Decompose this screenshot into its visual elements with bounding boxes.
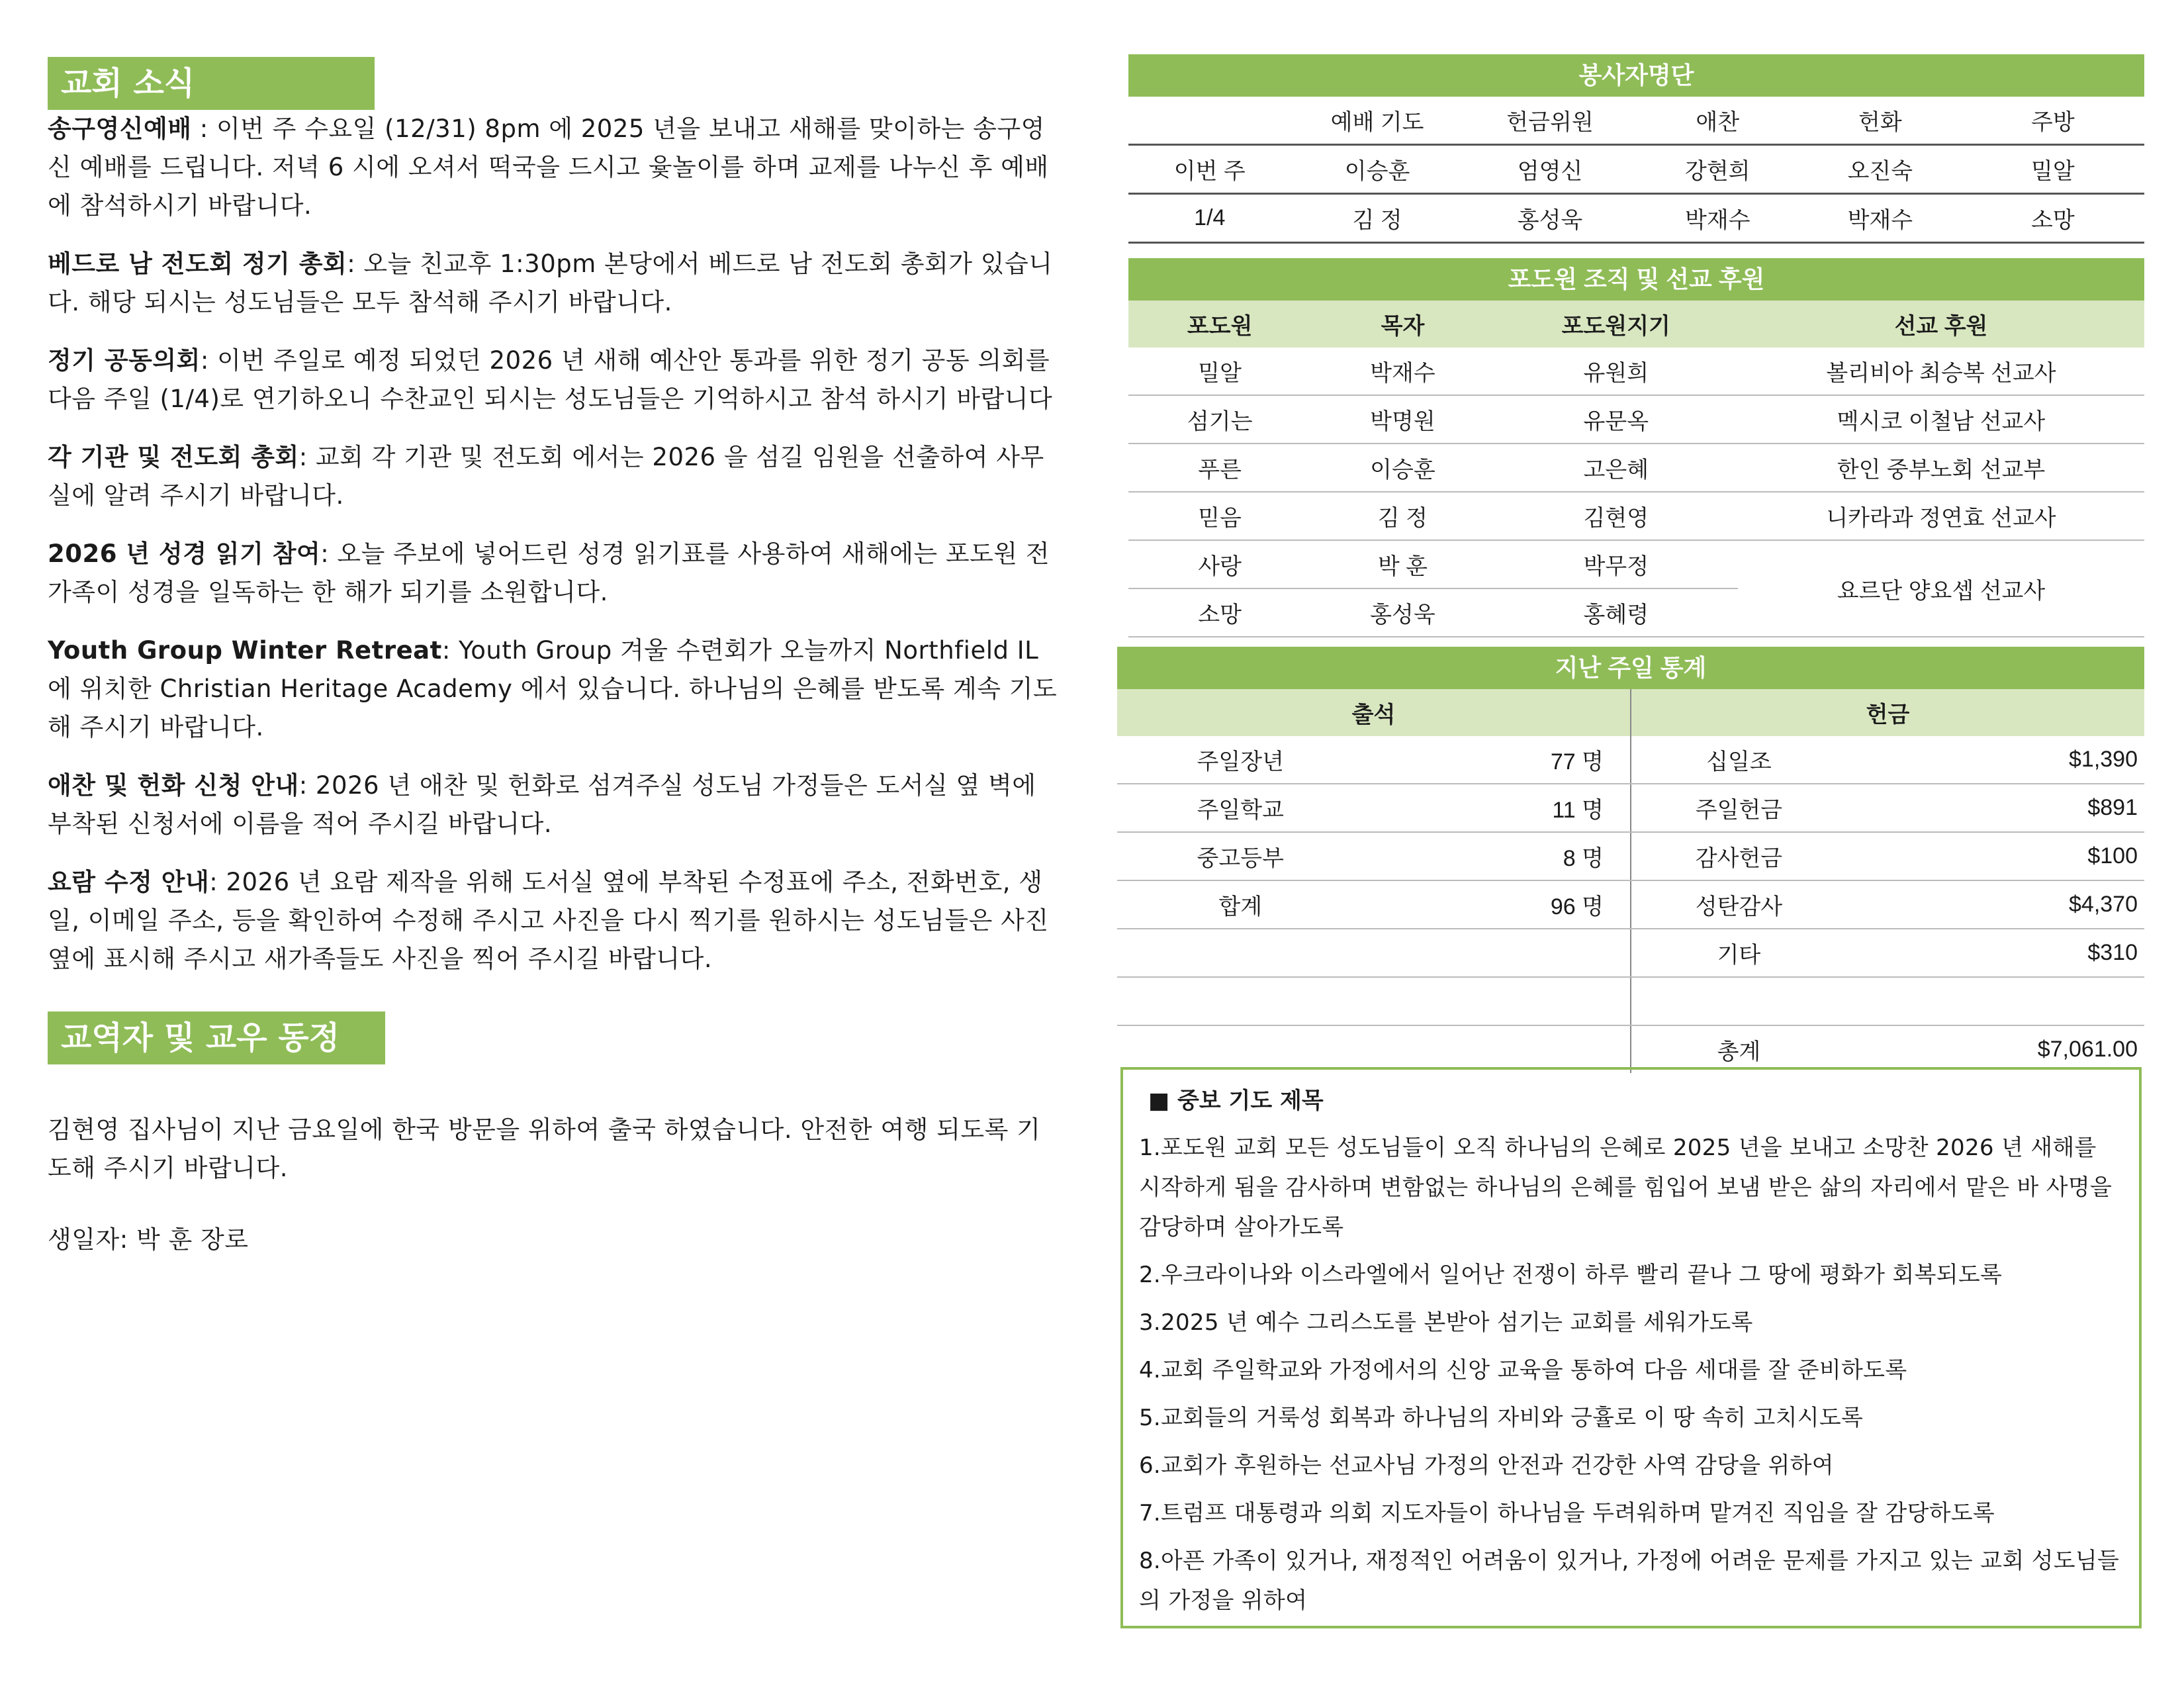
- table-cell: 홍성욱: [1311, 588, 1494, 637]
- stats-title: 지난 주일 통계: [1117, 647, 2144, 689]
- table-cell: 애찬: [1636, 97, 1799, 145]
- prayer-title: ■ 중보 기도 제목: [1148, 1088, 1324, 1114]
- table-row: [1117, 832, 2144, 880]
- table-cell: 박재수: [1636, 194, 1799, 243]
- table-cell: 소망: [1128, 588, 1311, 637]
- table-row: [1128, 444, 2144, 492]
- table-cell: 밀알: [1962, 145, 2144, 194]
- table-row: [1117, 880, 2144, 929]
- table-cell: 헌금위원: [1464, 97, 1637, 145]
- table-cell: 77 명: [1363, 736, 1631, 784]
- table-cell: 합계: [1117, 880, 1363, 929]
- prayer-item: 7.트럼프 대통령과 의회 지도자들이 하나님을 두려워하며 맡겨진 직임을 잘 감당하도록: [1139, 1500, 1995, 1526]
- table-cell: 요르단 양요셉 선교사: [1738, 540, 2144, 637]
- table-cell: [1363, 929, 1631, 977]
- table-header-cell: 포도원: [1128, 301, 1311, 348]
- table-row: [1128, 145, 2144, 194]
- table-cell: [1631, 977, 1846, 1025]
- table-cell: 성탄감사: [1631, 880, 1846, 929]
- table-cell: 한인 중부노회 선교부: [1738, 444, 2144, 492]
- table-cell: 박명원: [1311, 395, 1494, 444]
- table-cell: 기타: [1631, 929, 1846, 977]
- table-cell: 고은혜: [1494, 444, 1738, 492]
- table-cell: 주일학교: [1117, 784, 1363, 832]
- table-header-row: [1128, 301, 2144, 348]
- table-cell: 십일조: [1631, 736, 1846, 784]
- news-item: [48, 767, 1060, 843]
- stats-table: [1117, 689, 2144, 1073]
- news-item: [48, 535, 1060, 612]
- table-cell: 사랑: [1128, 540, 1311, 588]
- table-header-cell: 선교 후원: [1738, 301, 2144, 348]
- table-row: [1128, 395, 2144, 444]
- table-row: [1128, 348, 2144, 395]
- news-item-title: 각 기관 및 전도회 총회: [48, 443, 299, 471]
- table-cell: 소망: [1962, 194, 2144, 243]
- news-item-title: 송구영신예배: [48, 115, 192, 143]
- table-cell: 엄영신: [1464, 145, 1637, 194]
- table-cell: 8 명: [1363, 832, 1631, 880]
- table-cell: [1128, 97, 1291, 145]
- table-cell: 예배 기도: [1291, 97, 1464, 145]
- prayer-item: 3.2025 년 예수 그리스도를 본받아 섬기는 교회를 세워가도록: [1139, 1309, 1753, 1336]
- table-cell: 박재수: [1311, 348, 1494, 395]
- table-cell: 박 훈: [1311, 540, 1494, 588]
- volunteers-table: [1128, 97, 2144, 244]
- table-cell: 중고등부: [1117, 832, 1363, 880]
- table-cell: $1,390: [1846, 736, 2144, 784]
- table-cell: 홍혜령: [1494, 588, 1738, 637]
- news-item-text: : 이번 주일로 예정 되었던 2026 년 새해 예산안 통과를 위한 정기 공동 의회를 다음 주일 (1/4)로 연기하오니 수찬교인 되시는 성도님들은 기억하시고 참석 하시기 바랍니다: [48, 346, 1053, 413]
- table-cell: 밀알: [1128, 348, 1311, 395]
- table-cell: [1363, 977, 1631, 1025]
- prayer-item: 6.교회가 후원하는 선교사님 가정의 안전과 건강한 사역 감당을 위하여: [1139, 1452, 1834, 1479]
- table-cell: $891: [1846, 784, 2144, 832]
- table-cell: 1/4: [1128, 194, 1291, 243]
- table-cell: 믿음: [1128, 492, 1311, 540]
- table-row: [1128, 492, 2144, 540]
- table-cell: [1117, 929, 1363, 977]
- table-cell: 멕시코 이철남 선교사: [1738, 395, 2144, 444]
- table-cell: 유문옥: [1494, 395, 1738, 444]
- table-cell: $310: [1846, 929, 2144, 977]
- news-item-text: : 2026 년 요람 제작을 위해 도서실 옆에 부착된 수정표에 주소, 전화번호, 생일, 이메일 주소, 등을 확인하여 수정해 주시고 사진을 다시 찍기를 원하시는 성도님들은 사진 옆에 표시해 주시고 새가족들도 사진을 찍어 주시길 바랍니다.: [48, 868, 1049, 973]
- table-cell: 감사헌금: [1631, 832, 1846, 880]
- church-news-heading: 교회 소식: [48, 57, 375, 110]
- prayer-item: 5.교회들의 거룩성 회복과 하나님의 자비와 긍휼로 이 땅 속히 고치시도록: [1139, 1405, 1864, 1431]
- table-row: [1117, 784, 2144, 832]
- news-item-title: 애찬 및 헌화 신청 안내: [48, 771, 299, 800]
- table-header-row: [1117, 689, 2144, 736]
- table-cell: 이번 주: [1128, 145, 1291, 194]
- news-item: [48, 245, 1060, 322]
- table-cell: 김 정: [1311, 492, 1494, 540]
- table-row: [1117, 736, 2144, 784]
- vineyard-table: [1128, 301, 2144, 637]
- table-cell: $4,370: [1846, 880, 2144, 929]
- table-cell: 주일장년: [1117, 736, 1363, 784]
- news-item: [48, 863, 1060, 978]
- news-item-title: 베드로 남 전도회 정기 총회: [48, 250, 347, 278]
- news-item: [48, 342, 1060, 418]
- table-cell: [1363, 1025, 1631, 1073]
- table-cell: $7,061.00: [2037, 1037, 2138, 1062]
- table-cell: 헌화: [1799, 97, 1962, 145]
- table-cell: 주방: [1962, 97, 2144, 145]
- table-cell: 김현영: [1494, 492, 1738, 540]
- offering-header: 헌금: [1631, 689, 2144, 736]
- table-cell: $100: [1846, 832, 2144, 880]
- table-header-cell: 포도원지기: [1494, 301, 1738, 348]
- table-cell: 이승훈: [1311, 444, 1494, 492]
- table-cell: 주일헌금: [1631, 784, 1846, 832]
- news-item-text: : 오늘 친교후 1:30pm 본당에서 베드로 남 전도회 총회가 있습니다. 해당 되시는 성도님들은 모두 참석해 주시기 바랍니다.: [48, 250, 1053, 316]
- table-header-row: [1128, 97, 2144, 145]
- table-cell: 이승훈: [1291, 145, 1464, 194]
- news-item-title: Youth Group Winter Retreat: [48, 636, 442, 665]
- table-cell: [1117, 977, 1363, 1025]
- news-item: [48, 632, 1060, 747]
- news-item-text: : 교회 각 기관 및 전도회 에서는 2026 을 섬길 임원을 선출하여 사무실에 알려 주시기 바랍니다.: [48, 443, 1044, 510]
- prayer-item: 1.포도원 교회 모든 성도님들이 오직 하나님의 은혜로 2025 년을 보내고 소망찬 2026 년 새해를 시작하게 됨을 감사하며 변함없는 하나님의 은혜를 힘입어 보냄 받은 삶의 자리에서 맡은 바 사명을 감당하며 살아가도록: [1139, 1135, 2113, 1241]
- table-cell: 김 정: [1291, 194, 1464, 243]
- table-cell: 박무정: [1494, 540, 1738, 588]
- news-item: [48, 110, 1060, 225]
- news-item: [48, 438, 1060, 515]
- ministers-text: 김현영 집사님이 지난 금요일에 한국 방문을 위하여 출국 하였습니다. 안전한 여행 되도록 기도해 주시기 바랍니다.: [48, 1115, 1041, 1182]
- table-cell: 강현희: [1636, 145, 1799, 194]
- news-item-title: 정기 공동의회: [48, 346, 201, 375]
- news-item-title: 요람 수정 안내: [48, 868, 210, 896]
- table-cell: 푸른: [1128, 444, 1311, 492]
- table-row: [1117, 1025, 2144, 1073]
- news-item-title: 2026 년 성경 읽기 참여: [48, 539, 321, 568]
- table-cell: 섬기는: [1128, 395, 1311, 444]
- prayer-item: 2.우크라이나와 이스라엘에서 일어난 전쟁이 하루 빨리 끝나 그 땅에 평화가 회복되도록: [1139, 1262, 2003, 1288]
- table-row: [1128, 540, 2144, 588]
- table-cell: [1117, 1025, 1363, 1073]
- table-row: [1128, 194, 2144, 243]
- table-row: [1117, 929, 2144, 977]
- table-row: [1117, 977, 2144, 1025]
- table-cell: 총계: [1717, 1039, 1761, 1064]
- table-cell: 박재수: [1799, 194, 1962, 243]
- table-cell: [1846, 977, 2144, 1025]
- table-cell: 볼리비아 최승복 선교사: [1738, 348, 2144, 395]
- table-cell: 유원희: [1494, 348, 1738, 395]
- prayer-item: 4.교회 주일학교와 가정에서의 신앙 교육을 통하여 다음 세대를 잘 준비하도록: [1139, 1357, 1907, 1383]
- vineyard-title: 포도원 조직 및 선교 후원: [1128, 258, 2144, 301]
- table-cell: 니카라과 정연효 선교사: [1738, 492, 2144, 540]
- prayer-box: [1120, 1067, 2142, 1628]
- news-item-text: : 이번 주 수요일 (12/31) 8pm 에 2025 년을 보내고 새해를 맞이하는 송구영신 예배를 드립니다. 저녁 6 시에 오셔서 떡국을 드시고 윷놀이를 하며 교제를 나누신 후 예배에 참석하시기 바랍니다.: [48, 115, 1049, 220]
- right-column: [1128, 54, 2144, 1073]
- table-header-cell: 목자: [1311, 301, 1494, 348]
- table-cell: 오진숙: [1799, 145, 1962, 194]
- prayer-item: 8.아픈 가족이 있거나, 재정적인 어려움이 있거나, 가정에 어려운 문제를 가지고 있는 교회 성도님들의 가정을 위하여: [1139, 1548, 2120, 1614]
- table-cell: 11 명: [1363, 784, 1631, 832]
- news-item-text: : 오늘 주보에 넣어드린 성경 읽기표를 사용하여 새해에는 포도원 전 가족이 성경을 일독하는 한 해가 되기를 소원합니다.: [48, 539, 1050, 606]
- table-cell: 홍성욱: [1464, 194, 1637, 243]
- birthday-text: 생일자: 박 훈 장로: [48, 1225, 249, 1254]
- left-column: [48, 57, 1060, 1259]
- news-item-text: : 2026 년 애찬 및 헌화로 섬겨주실 성도님 가정들은 도서실 옆 벽에 부착된 신청서에 이름을 적어 주시길 바랍니다.: [48, 771, 1036, 838]
- news-item-text: : Youth Group 겨울 수련회가 오늘까지 Northfield IL 에 위치한 Christian Heritage Academy 에서 있습니다. 하나님의 은혜를 받도록 계속 기도해 주시기 바랍니다.: [48, 636, 1058, 741]
- volunteers-title: 봉사자명단: [1128, 54, 2144, 97]
- ministers-heading: 교역자 및 교우 동정: [48, 1011, 385, 1064]
- table-cell: 96 명: [1363, 880, 1631, 929]
- attendance-header: 출석: [1117, 689, 1631, 736]
